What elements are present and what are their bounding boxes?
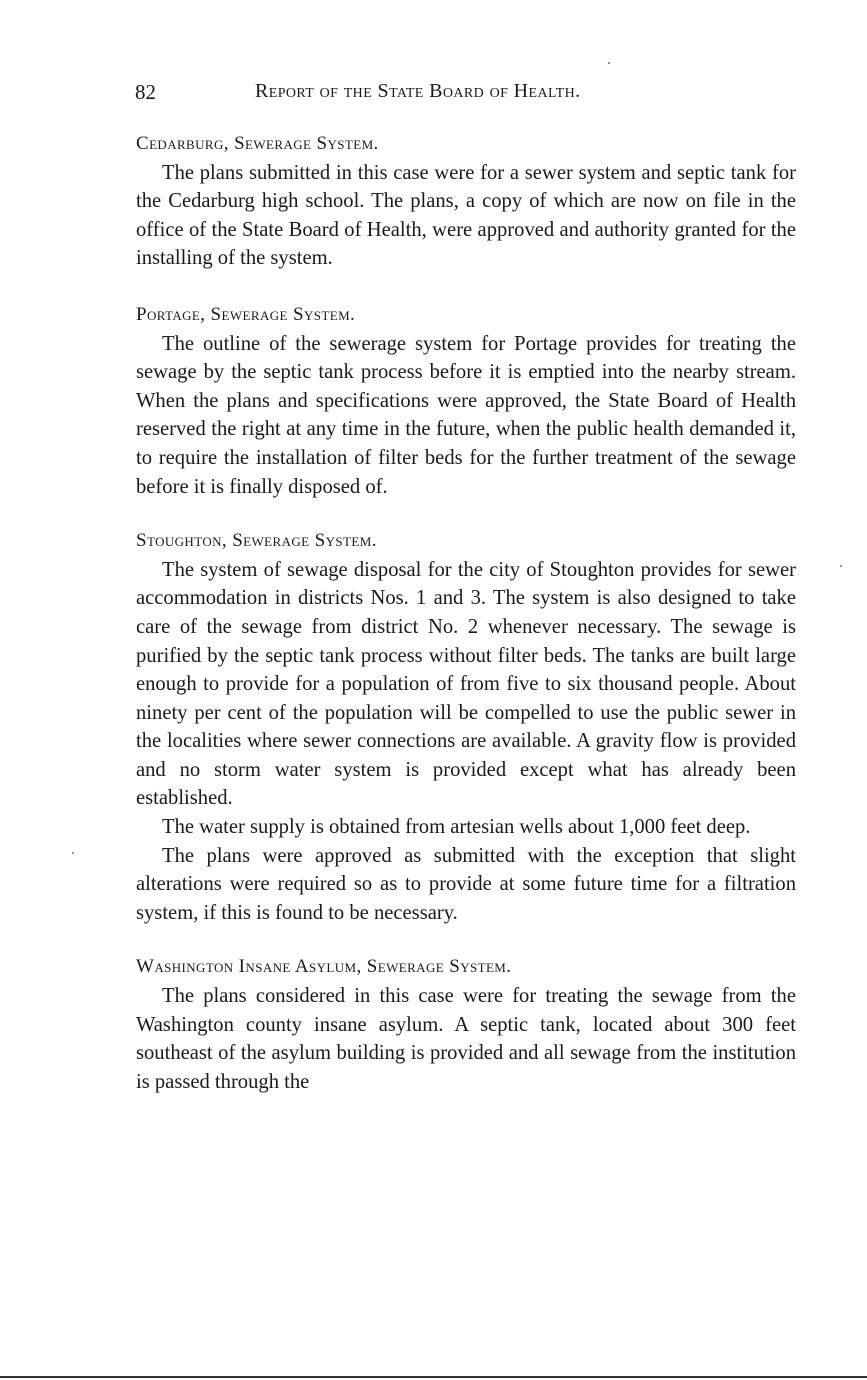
page-header [135, 80, 795, 110]
section-cedarburg [136, 130, 796, 273]
paragraph: The water supply is obtained from artesian wells about 1,000 feet deep. [162, 816, 751, 839]
scan-speck [72, 852, 74, 854]
paragraph: The system of sewage disposal for the city of Stoughton provides for sewer accommodation in districts Nos. 1 and 3. The system is also designed to take care of the sewage from district No. 2 whenever necessary. The sewage is purified by the septic tank process without filter beds. The tanks are built large enough to provide for a population of from five to six thousand people. About ninety per cent of the population will be compelled to use the public sewer in the localities where sewer connections are available. A gravity flow is provided and no storm water system is provided except what has already been established. [136, 558, 796, 810]
scan-bottom-edge [0, 1376, 867, 1378]
section-heading: Cedarburg, Sewerage System. [136, 133, 379, 154]
section-heading: Portage, Sewerage System. [136, 303, 356, 325]
section-heading: Washington Insane Asylum, Sewerage System. [136, 956, 512, 978]
body-text [136, 130, 796, 1096]
paragraph: The outline of the sewerage system for Portage provides for treating the sewage by the septic tank process before it is emptied into the nearby stream. When the plans and specifications were approved, the State Board of Health reserved the right at any time in the future, when the public health demanded it, to require the installation of filter beds for the further treatment of the sewage before it is finally disposed of. [136, 332, 796, 498]
section-spacer [136, 273, 796, 301]
paragraph: The plans considered in this case were for treating the sewage from the Washington county insane asylum. A septic tank, located about 300 feet southeast of the asylum building is provided and all sewage from the institution is passed through the [136, 985, 796, 1093]
section-heading: Stoughton, Sewerage System. [136, 530, 377, 552]
paragraph: The plans submitted in this case were for a sewer system and septic tank for the Cedarburg high school. The plans, a copy of which are now on file in the office of the State Board of Health, were approved and authority granted for the installing of the system. [136, 161, 796, 270]
paragraph: The plans were approved as submitted with the exception that slight alterations were required so as to provide at some future time for a filtration system, if this is found to be necessary. [136, 844, 796, 924]
scan-speck [840, 565, 842, 567]
section-spacer [136, 927, 796, 953]
section-spacer [136, 501, 796, 527]
running-title: Report of the State Board of Health. [255, 80, 581, 102]
section-washington-asylum [136, 953, 796, 1096]
section-stoughton [136, 527, 796, 927]
page-number: 82 [135, 80, 156, 104]
scan-speck [608, 62, 610, 64]
section-portage [136, 301, 796, 501]
